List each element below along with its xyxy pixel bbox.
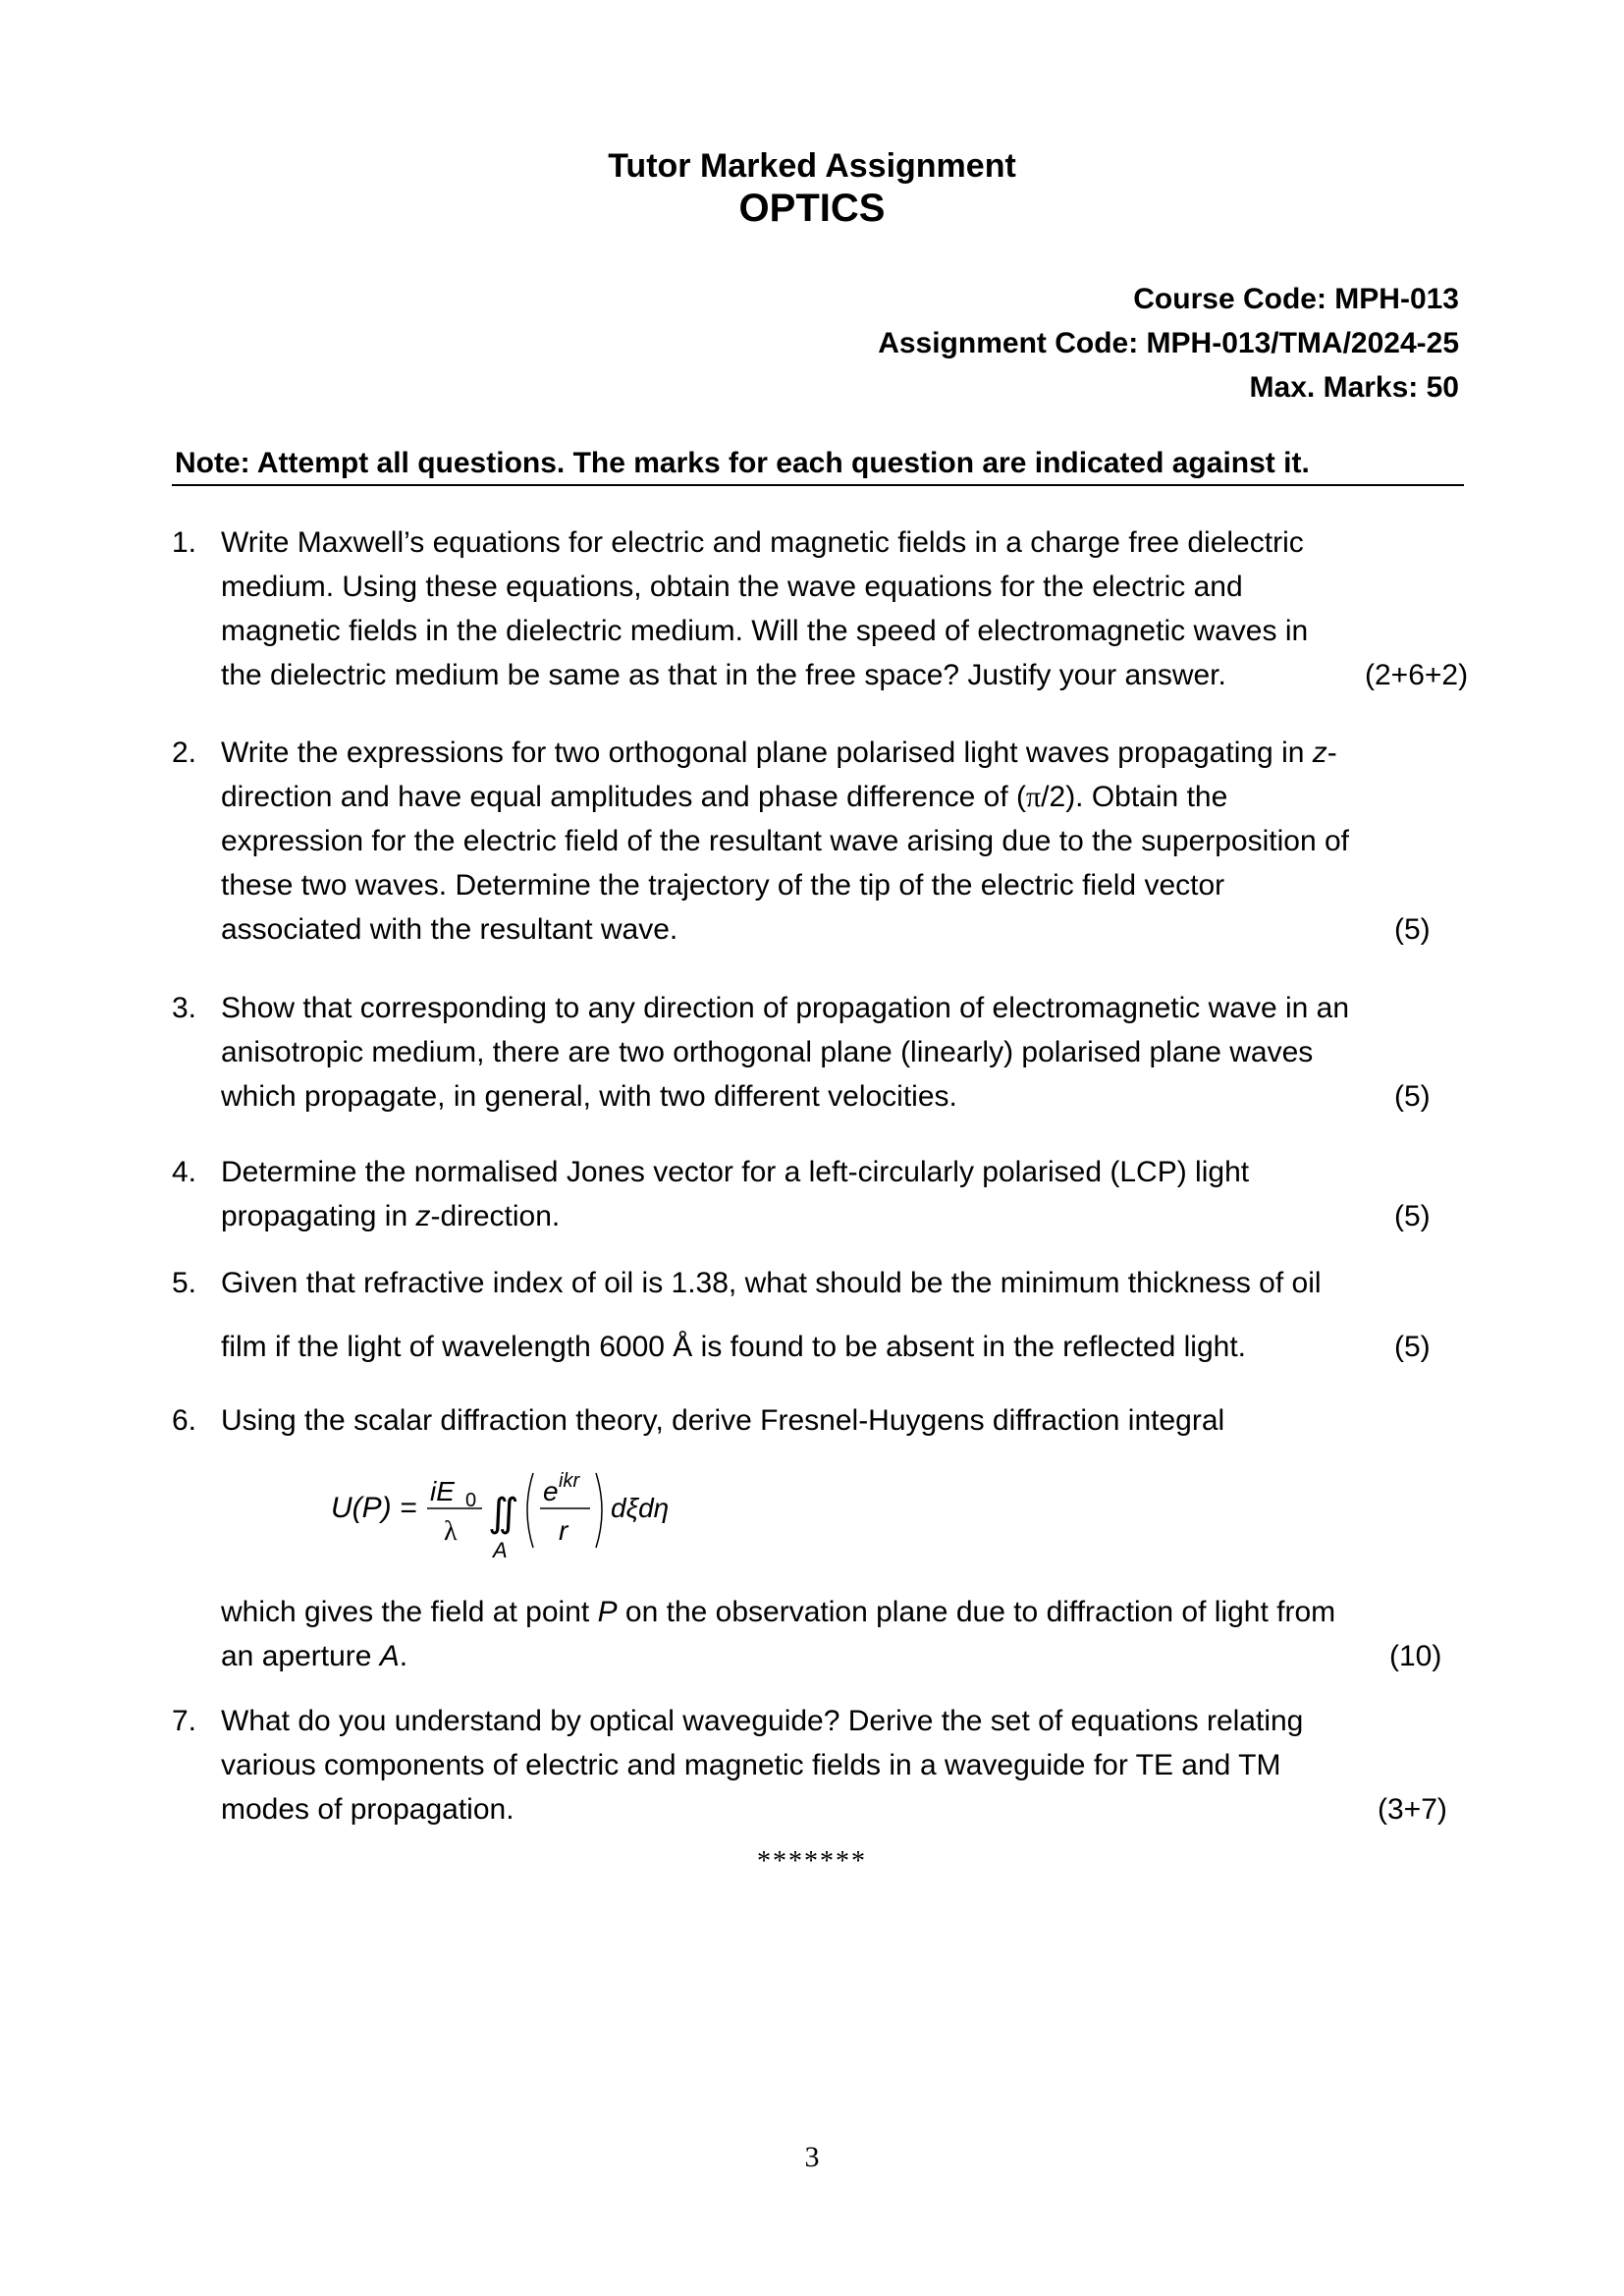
inner-denominator: r bbox=[559, 1515, 568, 1546]
question-number: 2. bbox=[172, 737, 197, 769]
text-run: propagating in bbox=[221, 1200, 416, 1232]
question-text-line bbox=[221, 1640, 407, 1673]
question-marks: (5) bbox=[1394, 1080, 1431, 1113]
formula-differential: dξdη bbox=[611, 1493, 670, 1523]
text-run: - bbox=[1326, 737, 1337, 769]
question-text-line: Given that refractive index of oil is 1.38, what should be the minimum thickness of oil bbox=[221, 1267, 1322, 1299]
question-marks: (3+7) bbox=[1378, 1793, 1447, 1826]
question-text-line bbox=[221, 1200, 560, 1233]
max-marks: Max. Marks: 50 bbox=[1249, 371, 1459, 404]
double-integral-sign: ∬ bbox=[488, 1491, 519, 1536]
text-run: film if the light of wavelength bbox=[221, 1331, 600, 1363]
variable-z: z bbox=[1312, 737, 1327, 769]
text-run: direction and have equal amplitudes and phase difference of ( bbox=[221, 781, 1027, 813]
page-number: 3 bbox=[804, 2141, 820, 2173]
question-text-line: Using the scalar diffraction theory, derive Fresnel-Huygens diffraction integral bbox=[221, 1404, 1225, 1437]
variable-a: A bbox=[379, 1640, 400, 1672]
question-text-line: various components of electric and magnetic fields in a waveguide for TE and TM bbox=[221, 1749, 1281, 1781]
text-run: -direction. bbox=[430, 1200, 561, 1232]
course-code: Course Code: MPH-013 bbox=[1133, 283, 1459, 315]
question-marks: (5) bbox=[1394, 913, 1431, 946]
fresnel-huygens-integral-formula bbox=[329, 1463, 682, 1561]
text-run: . bbox=[399, 1640, 408, 1672]
formula-denominator: λ bbox=[444, 1516, 458, 1547]
right-paren bbox=[596, 1473, 602, 1548]
question-number: 5. bbox=[172, 1267, 197, 1299]
question-text-line: Write Maxwell’s equations for electric and magnetic fields in a charge free dielectric bbox=[221, 526, 1304, 559]
end-stars: ******* bbox=[757, 1846, 867, 1877]
text-run: /2). Obtain the bbox=[1041, 781, 1228, 813]
formula-lhs: U(P) = bbox=[331, 1492, 417, 1524]
question-text-line: expression for the electric field of the resultant wave arising due to the superposition of bbox=[221, 825, 1349, 857]
question-text-line: Show that corresponding to any direction of propagation of electromagnetic wave in an bbox=[221, 992, 1350, 1024]
question-text-line: modes of propagation. bbox=[221, 1793, 514, 1826]
question-text-line: Determine the normalised Jones vector for a left-circularly polarised (LCP) light bbox=[221, 1156, 1250, 1188]
variable-z: z bbox=[415, 1200, 431, 1232]
question-number: 3. bbox=[172, 992, 197, 1024]
text-run: is found to be absent in the reflected light. bbox=[692, 1331, 1247, 1363]
text-run: which gives the field at point bbox=[221, 1596, 598, 1628]
inner-exponent: ikr bbox=[559, 1470, 580, 1492]
note-underline bbox=[172, 484, 1464, 486]
wavelength-value: 6000 bbox=[599, 1331, 665, 1363]
text-run: on the observation plane due to diffraction of light from bbox=[617, 1596, 1336, 1628]
instructions-note: Note: Attempt all questions. The marks for each question are indicated against it. bbox=[175, 447, 1310, 479]
text-run: an aperture bbox=[221, 1640, 380, 1672]
question-text-line: medium. Using these equations, obtain the wave equations for the electric and bbox=[221, 571, 1243, 603]
question-text-line bbox=[221, 1331, 1246, 1364]
question-text-line: anisotropic medium, there are two orthogonal plane (linearly) polarised plane waves bbox=[221, 1036, 1314, 1068]
question-text-line: associated with the resultant wave. bbox=[221, 913, 678, 946]
question-number: 1. bbox=[172, 526, 197, 559]
variable-p: P bbox=[597, 1596, 618, 1628]
question-number: 4. bbox=[172, 1156, 197, 1188]
symbol-pi: π bbox=[1026, 781, 1042, 813]
question-marks: (5) bbox=[1394, 1200, 1431, 1232]
question-text-line bbox=[221, 737, 1337, 770]
left-paren bbox=[527, 1473, 533, 1548]
question-text-line: What do you understand by optical waveguide? Derive the set of equations relating bbox=[221, 1705, 1304, 1737]
assignment-title: Tutor Marked Assignment bbox=[608, 147, 1016, 185]
question-text-line: these two waves. Determine the trajectory of the tip of the electric field vector bbox=[221, 869, 1225, 902]
question-text-line: magnetic fields in the dielectric medium. Will the speed of electromagnetic waves in bbox=[221, 615, 1309, 647]
text-run: Write the expressions for two orthogonal plane polarised light waves propagating in bbox=[221, 737, 1313, 769]
question-number: 6. bbox=[172, 1404, 197, 1437]
inner-numerator: e bbox=[543, 1476, 559, 1506]
angstrom-unit: Å bbox=[673, 1331, 693, 1363]
question-marks: (10) bbox=[1389, 1640, 1442, 1672]
question-text-line bbox=[221, 1596, 1335, 1629]
question-text-line bbox=[221, 781, 1227, 814]
subject-title: OPTICS bbox=[738, 187, 886, 230]
formula-numerator: iE bbox=[430, 1476, 455, 1506]
assignment-code: Assignment Code: MPH-013/TMA/2024-25 bbox=[878, 327, 1459, 359]
question-marks: (5) bbox=[1394, 1331, 1431, 1363]
question-marks: (2+6+2) bbox=[1365, 659, 1469, 691]
integration-region: A bbox=[493, 1538, 508, 1561]
formula-numerator-subscript: 0 bbox=[465, 1490, 477, 1511]
question-number: 7. bbox=[172, 1705, 197, 1737]
question-text-line: which propagate, in general, with two different velocities. bbox=[221, 1080, 957, 1113]
question-text-line: the dielectric medium be same as that in the free space? Justify your answer. bbox=[221, 659, 1226, 691]
